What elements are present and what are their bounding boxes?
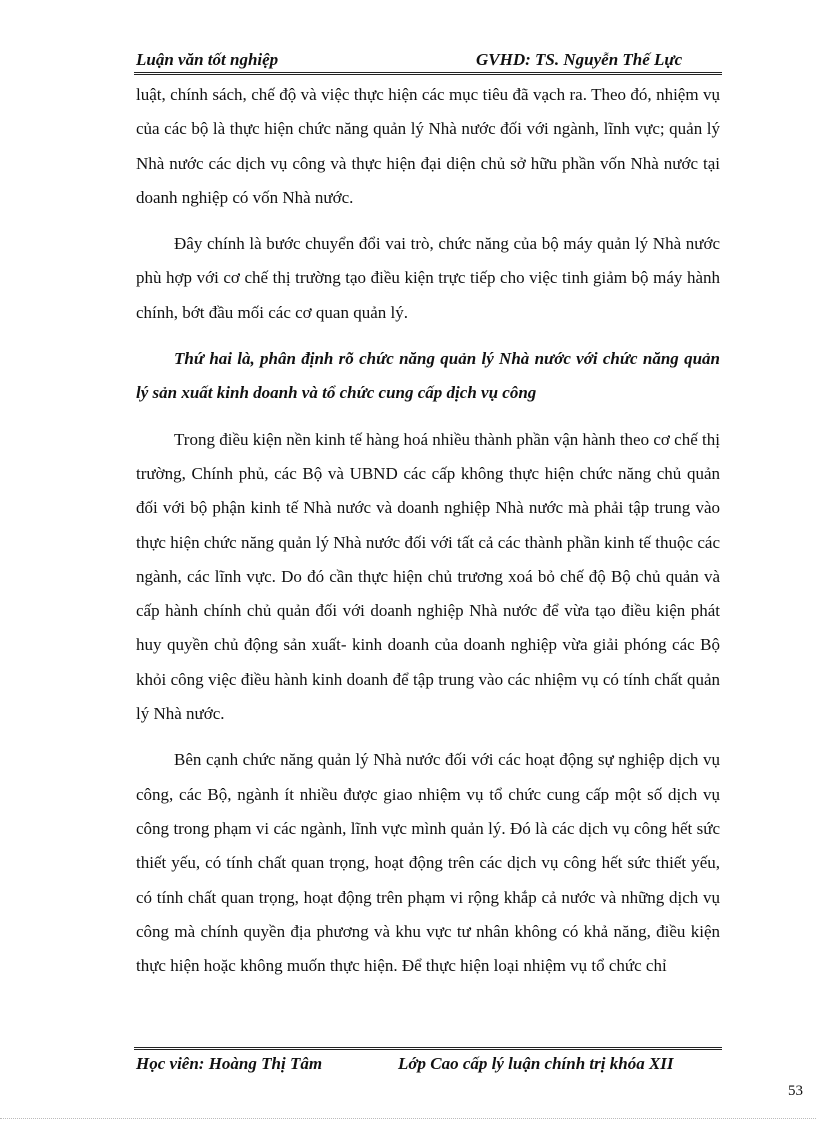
header-thesis-title: Luận văn tốt nghiệp [136,50,279,69]
header-divider [134,72,722,75]
paragraph-continued: luật, chính sách, chế độ và việc thực hiện các mục tiêu đã vạch ra. Theo đó, nhiệm vụ của các bộ là thực hiện chức năng quản lý Nhà nước đối với ngành, lĩnh vực; quản lý Nhà nước các dịch vụ công và thực hiện đại diện chủ sở hữu phần vốn Nhà nước tại doanh nghiệp có vốn Nhà nước. [136,85,720,207]
paragraph: Bên cạnh chức năng quản lý Nhà nước đối với các hoạt động sự nghiệp dịch vụ công, các Bộ, ngành ít nhiều được giao nhiệm vụ tổ chức cung cấp một số dịch vụ công trong phạm vi các ngành, lĩnh vực mình quản lý. Đó là các dịch vụ công hết sức thiết yếu, có tính chất quan trọng, hoạt động trên các dịch vụ công hết sức thiết yếu, có tính chất quan trọng, hoạt động trên phạm vi rộng khắp cả nước và những dịch vụ công mà chính quyền địa phương và khu vực tư nhân không có khả năng, điều kiện thực hiện hoặc không muốn thực hiện. Để thực hiện loại nhiệm vụ tổ chức chỉ [136,750,720,976]
paragraph: Đây chính là bước chuyển đổi vai trò, chức năng của bộ máy quản lý Nhà nước phù hợp với cơ chế thị trường tạo điều kiện trực tiếp cho việc tinh giảm bộ máy hành chính, bớt đầu mối các cơ quan quản lý. [136,234,720,322]
page-number: 53 [788,1083,803,1099]
page-footer [136,1054,722,1078]
page-header [136,50,722,74]
footer-divider [134,1047,722,1051]
header-advisor: GVHD: TS. Nguyễn Thế Lực [476,50,683,69]
paragraph: Trong điều kiện nền kinh tế hàng hoá nhiều thành phần vận hành theo cơ chế thị trường, Chính phủ, các Bộ và UBND các cấp không thực hiện chức năng chủ quản đối với bộ phận kinh tế Nhà nước và doanh nghiệp Nhà nước mà phải tập trung vào thực hiện chức năng quản lý Nhà nước đối với tất cả các thành phần kinh tế thuộc các ngành, các lĩnh vực. Do đó cần thực hiện chủ trương xoá bỏ chế độ Bộ chủ quản và cấp hành chính chủ quản đối với doanh nghiệp Nhà nước để vừa tạo điều kiện phát huy quyền chủ động sản xuất- kinh doanh của doanh nghiệp vừa giải phóng các Bộ khỏi công việc điều hành kinh doanh để tập trung vào các nhiệm vụ có tính chất quản lý Nhà nước. [136,429,720,724]
page-body [136,78,720,983]
footer-class: Lớp Cao cấp lý luận chính trị khóa XII [398,1054,674,1073]
footer-student: Học viên: Hoàng Thị Tâm [136,1054,323,1073]
section-heading: Thứ hai là, phân định rõ chức năng quản lý Nhà nước với chức năng quản lý sản xuất kinh doanh và tổ chức cung cấp dịch vụ công [136,349,720,403]
page-edge-divider [0,1118,816,1119]
